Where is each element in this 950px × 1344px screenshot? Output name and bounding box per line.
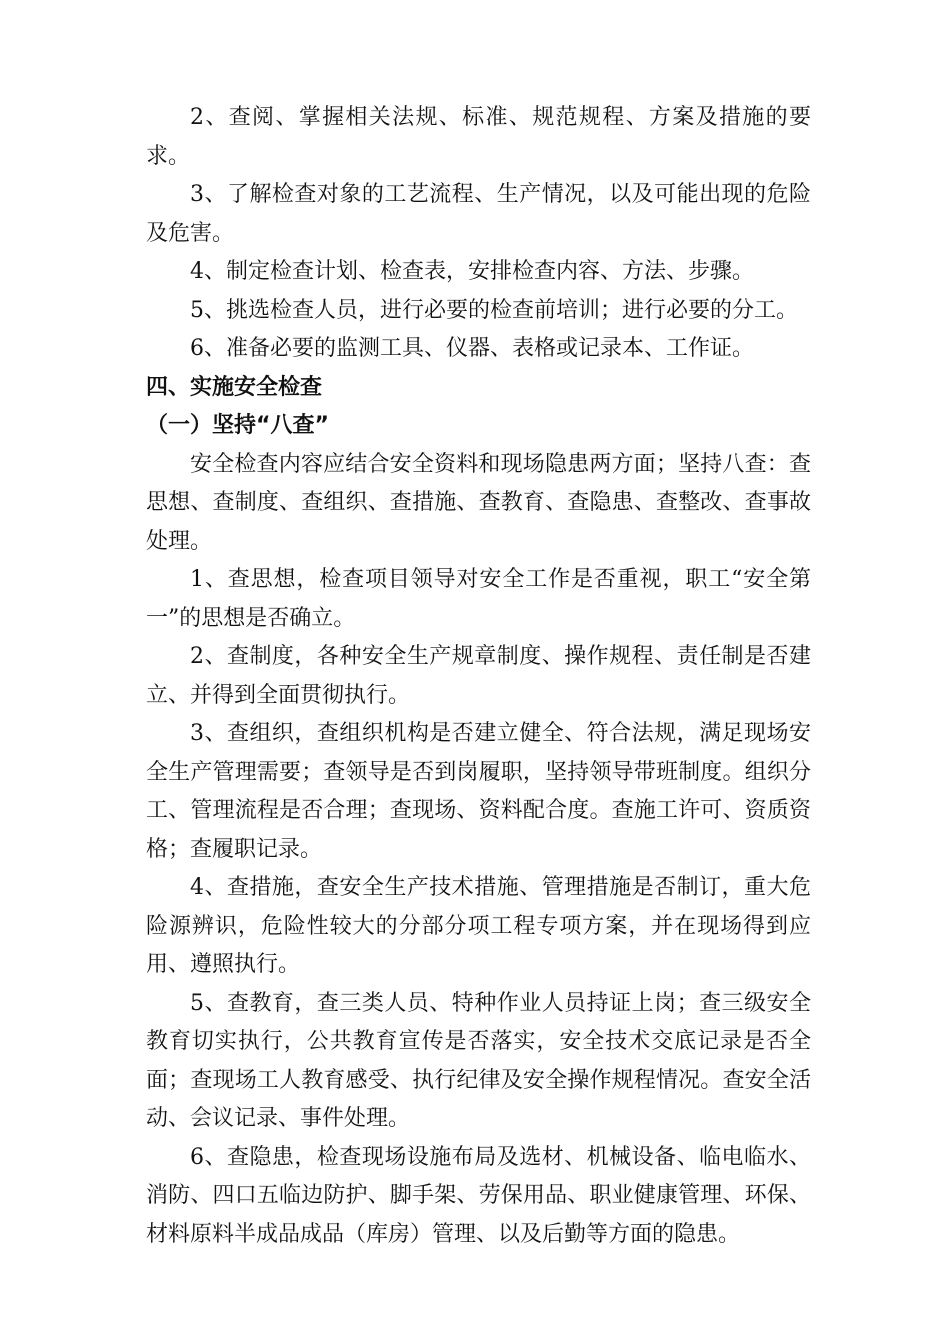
subsection-heading: （一）坚持“八查” (146, 413, 329, 438)
section-heading: 四、实施安全检查 (146, 374, 323, 400)
paragraph-item-1: 1、查思想，检查项目领导对安全工作是否重视，职工“安全第一”的思想是否确立。 (146, 567, 811, 631)
paragraph-item-3: 3、查组织，查组织机构是否建立健全、符合法规，满足现场安全生产管理需要；查领导是否到岗履职，坚持领导带班制度。组织分工、管理流程是否合理；查现场、资料配合度。查施工许可、资质资格；查履职记录。 (146, 721, 811, 862)
paragraph-prep-3: 3、了解检查对象的工艺流程、生产情况，以及可能出现的危险及危害。 (146, 182, 811, 246)
paragraph-item-6: 6、查隐患，检查现场设施布局及选材、机械设备、临电临水、消防、四口五临边防护、脚手架、劳保用品、职业健康管理、环保、材料原料半成品成品（库房）管理、以及后勤等方面的隐患。 (146, 1144, 811, 1247)
paragraph-prep-4: 4、制定检查计划、检查表，安排检查内容、方法、步骤。 (190, 259, 754, 284)
paragraph-intro: 安全检查内容应结合安全资料和现场隐患两方面；坚持八查：查思想、查制度、查组织、查措施、查教育、查隐患、查整改、查事故处理。 (146, 451, 811, 554)
paragraph-item-5: 5、查教育，查三类人员、特种作业人员持证上岗；查三级安全教育切实执行，公共教育宣传是否落实，安全技术交底记录是否全面；查现场工人教育感受、执行纪律及安全操作规程情况。查安全活动、会议记录、事件处理。 (146, 990, 811, 1131)
paragraph-item-2: 2、查制度，各种安全生产规章制度、操作规程、责任制是否建立、并得到全面贯彻执行。 (146, 644, 811, 708)
paragraph-prep-5: 5、挑选检查人员，进行必要的检查前培训；进行必要的分工。 (190, 297, 798, 323)
paragraph-item-4: 4、查措施，查安全生产技术措施、管理措施是否制订，重大危险源辨识，危险性较大的分部分项工程专项方案，并在现场得到应用、遵照执行。 (146, 875, 811, 977)
document-body (146, 99, 811, 1254)
paragraph-prep-6: 6、准备必要的监测工具、仪器、表格或记录本、工作证。 (190, 336, 754, 361)
paragraph-prep-2: 2、查阅、掌握相关法规、标准、规范规程、方案及措施的要求。 (146, 105, 811, 169)
